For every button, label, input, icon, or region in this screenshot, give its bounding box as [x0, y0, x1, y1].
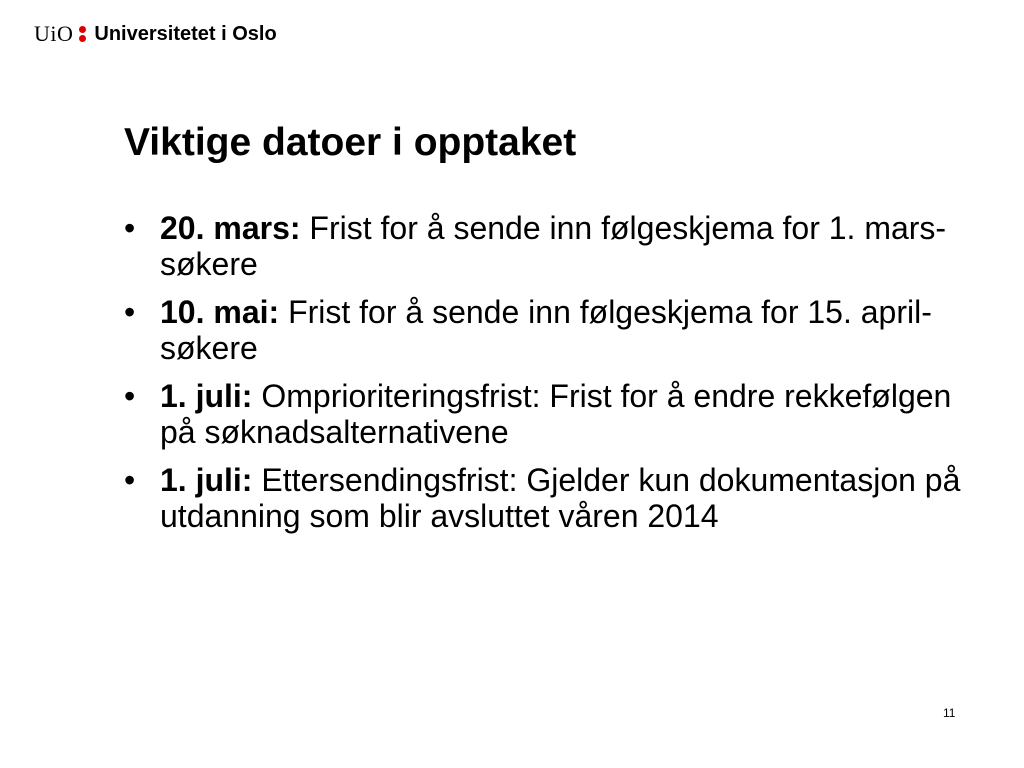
- bullet-list: [124, 210, 980, 546]
- bullet-date: 20. mars:: [160, 210, 301, 246]
- bullet-icon: •: [124, 462, 136, 498]
- bullet-item: [124, 210, 980, 282]
- bullet-text: Ettersendingsfrist: Gjelder kun dokumentasjon på utdanning som blir avsluttet våren 2014: [160, 462, 961, 534]
- page-number: 11: [943, 706, 956, 720]
- logo-dots-icon: [79, 24, 87, 44]
- bullet-text: Frist for å sende inn følgeskjema for 1. mars-søkere: [160, 210, 947, 282]
- logo-dot-bottom: [79, 35, 86, 42]
- bullet-text: Frist for å sende inn følgeskjema for 15. april-søkere: [160, 294, 932, 366]
- bullet-icon: •: [124, 378, 136, 414]
- logo-uio-text: UiO: [34, 21, 74, 46]
- logo-dot-top: [79, 26, 86, 33]
- bullet-date: 10. mai:: [160, 294, 280, 330]
- bullet-text: Omprioriteringsfrist: Frist for å endre rekkefølgen på søknadsalternativene: [160, 378, 952, 450]
- bullet-item: [124, 378, 980, 450]
- bullet-item: [124, 294, 980, 366]
- logo-university-name: Universitetet i Oslo: [94, 22, 277, 45]
- bullet-date: 1. juli:: [160, 378, 253, 414]
- bullet-icon: •: [124, 210, 136, 246]
- bullet-date: 1. juli:: [160, 462, 253, 498]
- bullet-item: [124, 462, 980, 534]
- uio-logo: [34, 20, 277, 48]
- slide-title: Viktige datoer i opptaket: [124, 121, 577, 164]
- bullet-icon: •: [124, 294, 136, 330]
